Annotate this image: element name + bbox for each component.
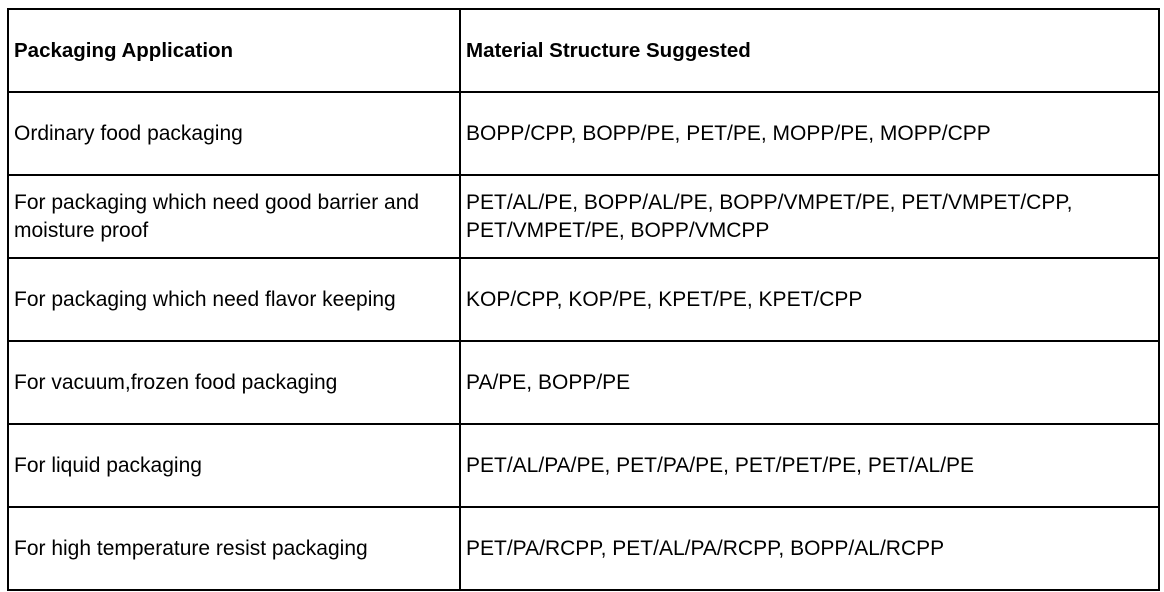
material-cell: PET/AL/PA/PE, PET/PA/PE, PET/PET/PE, PET/AL/PE [460,424,1159,507]
application-cell: For liquid packaging [8,424,460,507]
header-packaging-application: Packaging Application [8,9,460,92]
table-row [8,507,1159,590]
application-cell: For high temperature resist packaging [8,507,460,590]
material-cell: PA/PE, BOPP/PE [460,341,1159,424]
packaging-table-container [7,8,1160,591]
table-row [8,258,1159,341]
material-cell: BOPP/CPP, BOPP/PE, PET/PE, MOPP/PE, MOPP/CPP [460,92,1159,175]
table-row [8,175,1159,258]
table-row [8,424,1159,507]
packaging-table [7,8,1160,591]
material-cell: PET/AL/PE, BOPP/AL/PE, BOPP/VMPET/PE, PET/VMPET/CPP, PET/VMPET/PE, BOPP/VMCPP [460,175,1159,258]
table-row [8,92,1159,175]
application-cell: For vacuum,frozen food packaging [8,341,460,424]
header-material-structure: Material Structure Suggested [460,9,1159,92]
application-cell: For packaging which need flavor keeping [8,258,460,341]
table-row [8,341,1159,424]
table-header-row [8,9,1159,92]
application-cell: For packaging which need good barrier and moisture proof [8,175,460,258]
material-cell: PET/PA/RCPP, PET/AL/PA/RCPP, BOPP/AL/RCPP [460,507,1159,590]
application-cell: Ordinary food packaging [8,92,460,175]
material-cell: KOP/CPP, KOP/PE, KPET/PE, KPET/CPP [460,258,1159,341]
